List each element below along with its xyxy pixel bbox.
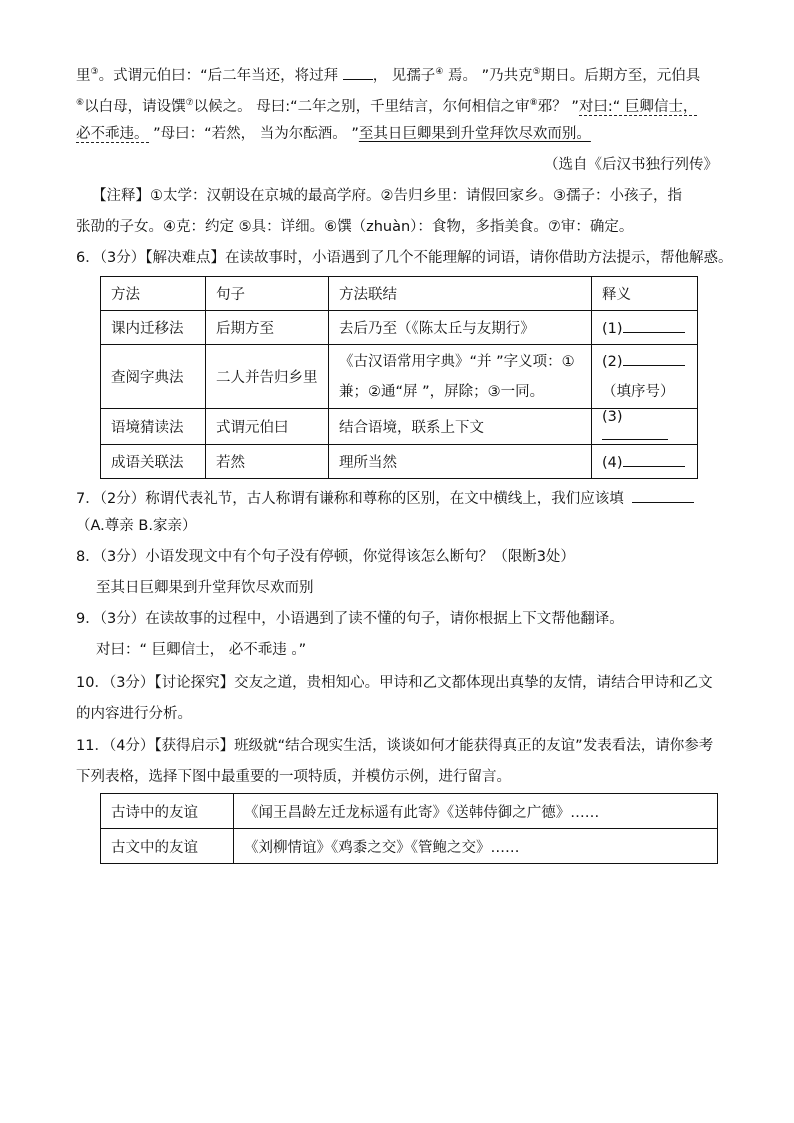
passage-line-2: [76, 93, 697, 117]
table-cell: 古文中的友谊: [101, 829, 234, 864]
answer-cell[interactable]: [592, 311, 698, 345]
table-row: [101, 794, 718, 829]
table-cell: 语境猜读法: [101, 409, 206, 445]
q11-table: [100, 793, 718, 864]
table-cell: 理所当然: [329, 445, 592, 479]
question-10-line-2: 的内容进行分析。: [76, 706, 192, 722]
passage-line-3: [76, 124, 591, 144]
text: 以白母，请设馔: [84, 98, 186, 115]
table-cell: 古诗中的友谊: [101, 794, 234, 829]
question-8-sentence: 至其日巨卿果到升堂拜饮尽欢而别: [96, 580, 314, 596]
answer-blank[interactable]: [632, 488, 694, 503]
answer-number: (2): [602, 353, 623, 370]
text: ， 见孺子: [372, 67, 436, 84]
answer-blank[interactable]: [623, 318, 685, 333]
text: 期日。后期方至，元伯具: [540, 67, 701, 84]
answer-blank[interactable]: [602, 425, 668, 440]
table-header: 方法联结: [329, 277, 592, 311]
question-9-sentence: 对曰：“ 巨卿信士， 必不乖违 。”: [96, 642, 307, 658]
cell-line: 《古汉语常用字典》“并 ”字义项：①: [339, 353, 575, 370]
question-11-line-1: 11．（4分）【获得启示】班级就“结合现实生活，谈谈如何才能获得真正的友谊”发表看法，请你参考: [76, 738, 714, 754]
text: 里: [76, 67, 91, 84]
answer-blank[interactable]: [623, 351, 685, 366]
answer-blank[interactable]: [623, 452, 685, 467]
table-cell: 查阅字典法: [101, 345, 206, 409]
source-citation: （选自《后汉书独行列传》: [544, 157, 718, 173]
underlined-sentence: 至其日巨卿果到升堂拜饮尽欢而别。: [358, 126, 591, 142]
note-marker: ⑧: [529, 98, 538, 108]
table-cell: 若然: [206, 445, 329, 479]
table-header-row: [101, 277, 698, 311]
table-cell: 成语关联法: [101, 445, 206, 479]
answer-cell[interactable]: [592, 345, 698, 409]
table-cell: 后期方至: [206, 311, 329, 345]
table-cell: 《闻王昌龄左迁龙标遥有此寄》《送韩侍御之广德》……: [234, 794, 718, 829]
table-cell: 课内迁移法: [101, 311, 206, 345]
question-8-prompt: 8．（3分）小语发现文中有个句子没有停顿，你觉得该怎么断句？（限断3处）: [76, 549, 575, 565]
table-cell: 结合语境，联系上下文: [329, 409, 592, 445]
note-marker: ⑦: [185, 98, 194, 108]
table-row: [101, 409, 698, 445]
answer-cell[interactable]: [592, 445, 698, 479]
text: 焉。 ”乃共克: [443, 67, 533, 84]
table-header: 句子: [206, 277, 329, 311]
text: 邪？ ”: [537, 98, 579, 115]
text: ”母曰：“若然， 当为尔酝酒。 ”: [148, 126, 359, 142]
table-header: 释义: [592, 277, 698, 311]
answer-number: (1): [602, 321, 623, 337]
table-cell: 去后乃至（《陈太丘与友期行》: [329, 311, 592, 345]
underlined-sentence: 对曰:“ 巨卿信士，: [578, 98, 698, 115]
answer-note: （填序号）: [602, 383, 675, 400]
passage-line-1: [76, 62, 700, 86]
table-row: [101, 311, 698, 345]
q6-table: [100, 276, 698, 479]
answer-blank[interactable]: [343, 65, 373, 80]
question-9-prompt: 9．（3分）在读故事的过程中，小语遇到了读不懂的句子，请你根据上下文帮他翻译。: [76, 611, 624, 627]
answer-number: (4): [602, 455, 623, 471]
notes-line-1: 【注释】①太学：汉朝设在京城的最高学府。②告归乡里：请假回家乡。③孺子：小孩子，指: [92, 188, 682, 204]
question-text: 7．（2分）称谓代表礼节，古人称谓有谦称和尊称的区别，在文中横线上，我们应该填: [76, 491, 624, 507]
question-11-line-2: 下列表格，选择下图中最重要的一项特质，并模仿示例，进行留言。: [76, 769, 511, 785]
text: 。式谓元伯曰：“后二年当还，将过拜: [98, 67, 343, 84]
question-10-line-1: 10．（3分）【讨论探究】交友之道，贵相知心。甲诗和乙文都体现出真挚的友情，请结合甲诗和乙文: [76, 675, 713, 691]
table-row: [101, 829, 718, 864]
underlined-sentence: 必不乖违。: [76, 126, 149, 142]
question-6-prompt: 6．（3分）【解决难点】在读故事时，小语遇到了几个不能理解的词语，请你借助方法提示，帮他解惑。: [76, 250, 733, 266]
note-marker: ④: [435, 67, 444, 77]
table-row: [101, 345, 698, 409]
table-cell: 二人并告归乡里: [206, 345, 329, 409]
answer-number: (3): [602, 409, 623, 425]
note-marker: ⑥: [76, 98, 85, 108]
table-cell: 《刘柳情谊》《鸡黍之交》《管鲍之交》……: [234, 829, 718, 864]
note-marker: ⑤: [532, 67, 541, 77]
text: 以候之。 母曰:“二年之别，千里结言，尔何相信之审: [193, 98, 530, 115]
note-marker: ③: [90, 67, 99, 77]
table-cell: 式谓元伯曰: [206, 409, 329, 445]
cell-line: 兼；②通“屏 ”，屏除；③一同。: [339, 383, 545, 400]
question-7-line-1: [76, 488, 694, 509]
question-7-line-2: （A.尊亲 B.家亲）: [76, 518, 197, 534]
notes-line-2: 张劭的子女。④克：约定 ⑤具：详细。⑥馔（zhuàn）：食物，多指美食。⑦审：确定。: [76, 219, 634, 235]
table-header: 方法: [101, 277, 206, 311]
table-row: [101, 445, 698, 479]
answer-cell[interactable]: [592, 409, 698, 445]
table-cell: [329, 345, 592, 409]
